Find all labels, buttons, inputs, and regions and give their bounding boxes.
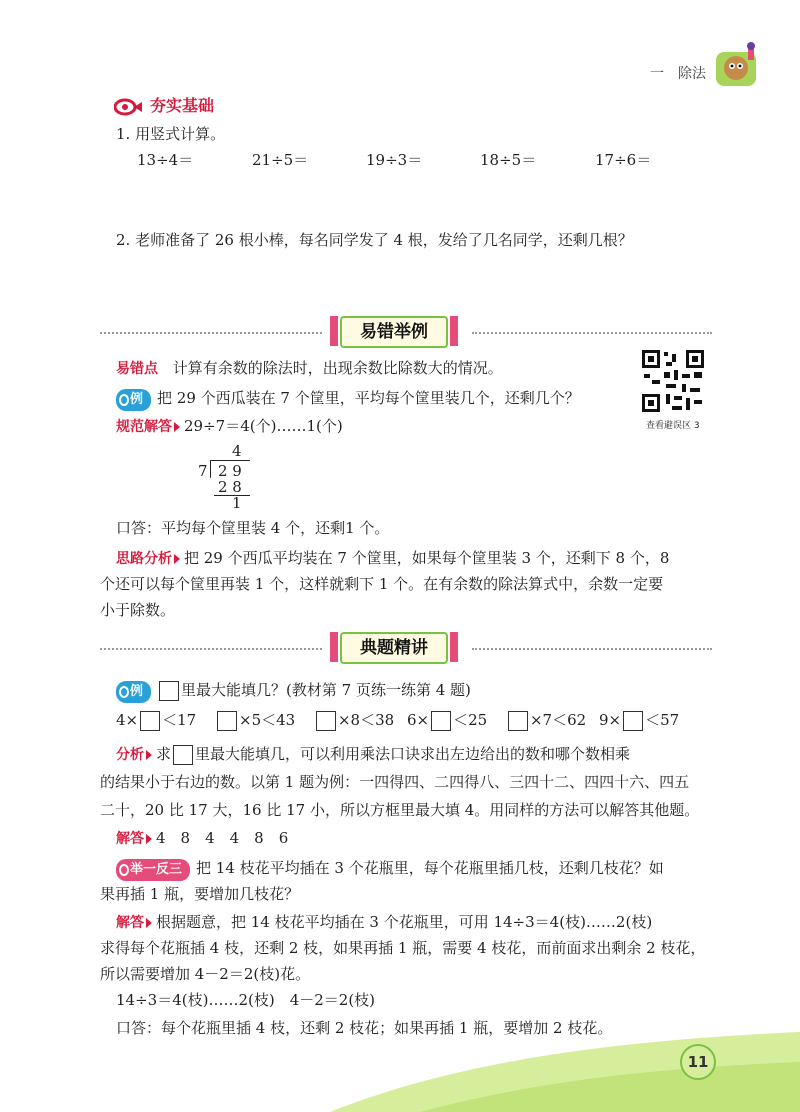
final-reply: 口答：每个花瓶里插 4 枝，还剩 2 枝花；如果再插 1 瓶，要增加 2 枝花。 bbox=[116, 1019, 613, 1037]
arrow-icon bbox=[146, 834, 152, 844]
page-number: 11 bbox=[680, 1044, 716, 1080]
solution-equation: 14÷3＝4(枝)……2(枝) 4－2＝2(枝) bbox=[116, 991, 376, 1009]
long-division bbox=[196, 442, 256, 510]
calc-5: 17÷6＝ bbox=[595, 151, 652, 169]
divider-left-2 bbox=[100, 648, 322, 650]
error-point-text: 计算有余数的除法时，出现余数比除数大的情况。 bbox=[172, 359, 503, 377]
analysis-2-text-1: 里最大能填几，可以利用乘法口诀求出左边给出的数和哪个数相乘 bbox=[195, 745, 631, 763]
practice-line-2: 果再插 1 瓶，要增加几枝花？ bbox=[100, 885, 300, 903]
section-eye-icon bbox=[114, 98, 144, 116]
calc-1: 13÷4＝ bbox=[137, 151, 194, 169]
ineq-4: 6× ＜25 bbox=[406, 711, 488, 729]
analysis-2-label: 分析 bbox=[116, 747, 144, 763]
mascot-icon bbox=[712, 40, 762, 90]
solution-text-1: 根据题意，把 14 枝花平均插在 3 个花瓶里，可用 14÷3＝4(枝)……2(枝) bbox=[156, 913, 653, 931]
answer-2-label: 解答 bbox=[116, 831, 144, 847]
question-2: 2. 老师准备了 26 根小棒，每名同学发了 4 根，发给了几名同学，还剩几根？ bbox=[116, 231, 633, 249]
example-line bbox=[116, 388, 580, 411]
example-2-badge: 例 bbox=[116, 681, 151, 703]
arrow-icon bbox=[146, 918, 152, 928]
arrow-icon bbox=[174, 422, 180, 432]
example-badge: 例 bbox=[116, 389, 151, 411]
analysis-label: 思路分析 bbox=[116, 551, 172, 567]
ineq-5: ×7＜62 bbox=[506, 710, 586, 731]
section-title-basics: 夯实基础 bbox=[150, 96, 215, 115]
answer-2-values: 4 8 4 4 8 6 bbox=[156, 829, 289, 847]
calc-2: 21÷5＝ bbox=[252, 151, 309, 169]
example-text: 把 29 个西瓜装在 7 个筐里，平均每个筐里装几个，还剩几个？ bbox=[157, 389, 580, 407]
qr-caption: 查看避误区 3 bbox=[646, 421, 700, 431]
analysis-2-line-3: 二十，20 比 17 大，16 比 17 小，所以方框里最大填 4。用同样的方法可以解答其他题。 bbox=[100, 801, 700, 819]
analysis-line-3: 小于除数。 bbox=[100, 601, 176, 619]
ineq-3: ×8＜38 bbox=[314, 710, 394, 731]
practice-line-1 bbox=[116, 858, 664, 881]
question-1: 1. 用竖式计算。 bbox=[116, 125, 226, 143]
practice-badge: 举一反三 bbox=[116, 859, 190, 881]
ld-product: 2 8 bbox=[218, 478, 242, 496]
analysis-2-line-1: 分析 求 里最大能填几，可以利用乘法口诀求出左边给出的数和哪个数相乘 bbox=[116, 745, 631, 763]
standard-answer-text: 29÷7＝4(个)……1(个) bbox=[184, 417, 343, 435]
divider-right bbox=[472, 332, 712, 334]
solution-line-3: 所以需要增加 4－2＝2(枝)花。 bbox=[100, 965, 311, 983]
answer-box bbox=[159, 681, 179, 701]
ld-quotient: 4 bbox=[232, 442, 242, 460]
solution-line-1 bbox=[116, 912, 652, 933]
ld-remainder: 1 bbox=[232, 494, 242, 512]
ineq-6: 9× ＜57 bbox=[598, 711, 680, 729]
analysis-text-1: 把 29 个西瓜平均装在 7 个筐里，如果每个筐里装 3 个，还剩下 8 个，8 bbox=[184, 549, 670, 567]
banner-common-errors: 易错举例 bbox=[340, 316, 448, 348]
arrow-icon bbox=[174, 554, 180, 564]
divider-left bbox=[100, 332, 322, 334]
analysis-line-2: 个还可以每个筐里再装 1 个，这样就剩下 1 个。在有余数的除法算式中，余数一定要 bbox=[100, 575, 664, 593]
ineq-1: 4× ＜17 bbox=[116, 711, 197, 729]
calc-4: 18÷5＝ bbox=[480, 151, 537, 169]
answer-2-line bbox=[116, 828, 288, 849]
standard-answer-line bbox=[116, 416, 343, 437]
arrow-icon bbox=[146, 750, 152, 760]
ineq-2: ×5＜43 bbox=[215, 710, 295, 731]
chapter-header: 一 除法 bbox=[650, 66, 706, 82]
standard-answer-label: 规范解答 bbox=[116, 419, 172, 435]
ld-divisor: 7 bbox=[198, 462, 208, 480]
error-point-line bbox=[116, 358, 503, 379]
inequality-row bbox=[116, 710, 679, 731]
solution-line-2: 求得每个花瓶插 4 枝，还剩 2 枝，如果再插 1 瓶，需要 4 枝花，而前面求出剩余 2 枝花， bbox=[100, 939, 706, 957]
reply-1: 口答：平均每个筐里装 4 个，还剩1 个。 bbox=[116, 519, 390, 537]
qr-code-icon[interactable] bbox=[640, 348, 706, 414]
answer-box bbox=[173, 745, 193, 765]
divider-right-2 bbox=[472, 648, 712, 650]
calc-3: 19÷3＝ bbox=[366, 151, 423, 169]
example-2-line bbox=[116, 680, 471, 703]
example-2-text: 里最大能填几？(教材第 7 页练一练第 4 题) bbox=[181, 681, 471, 699]
ld-dividend: 2 9 bbox=[218, 462, 242, 480]
analysis-line-1 bbox=[116, 548, 669, 569]
banner-typical-problems: 典题精讲 bbox=[340, 632, 448, 664]
practice-text-1: 把 14 枝花平均插在 3 个花瓶里，每个花瓶里插几枝，还剩几枝花？如 bbox=[196, 859, 664, 877]
solution-label: 解答 bbox=[116, 915, 144, 931]
analysis-2-line-2: 的结果小于右边的数。以第 1 题为例：一四得四、二四得八、三四十二、四四十六、四五 bbox=[100, 773, 690, 791]
error-point-label: 易错点 bbox=[116, 361, 158, 377]
